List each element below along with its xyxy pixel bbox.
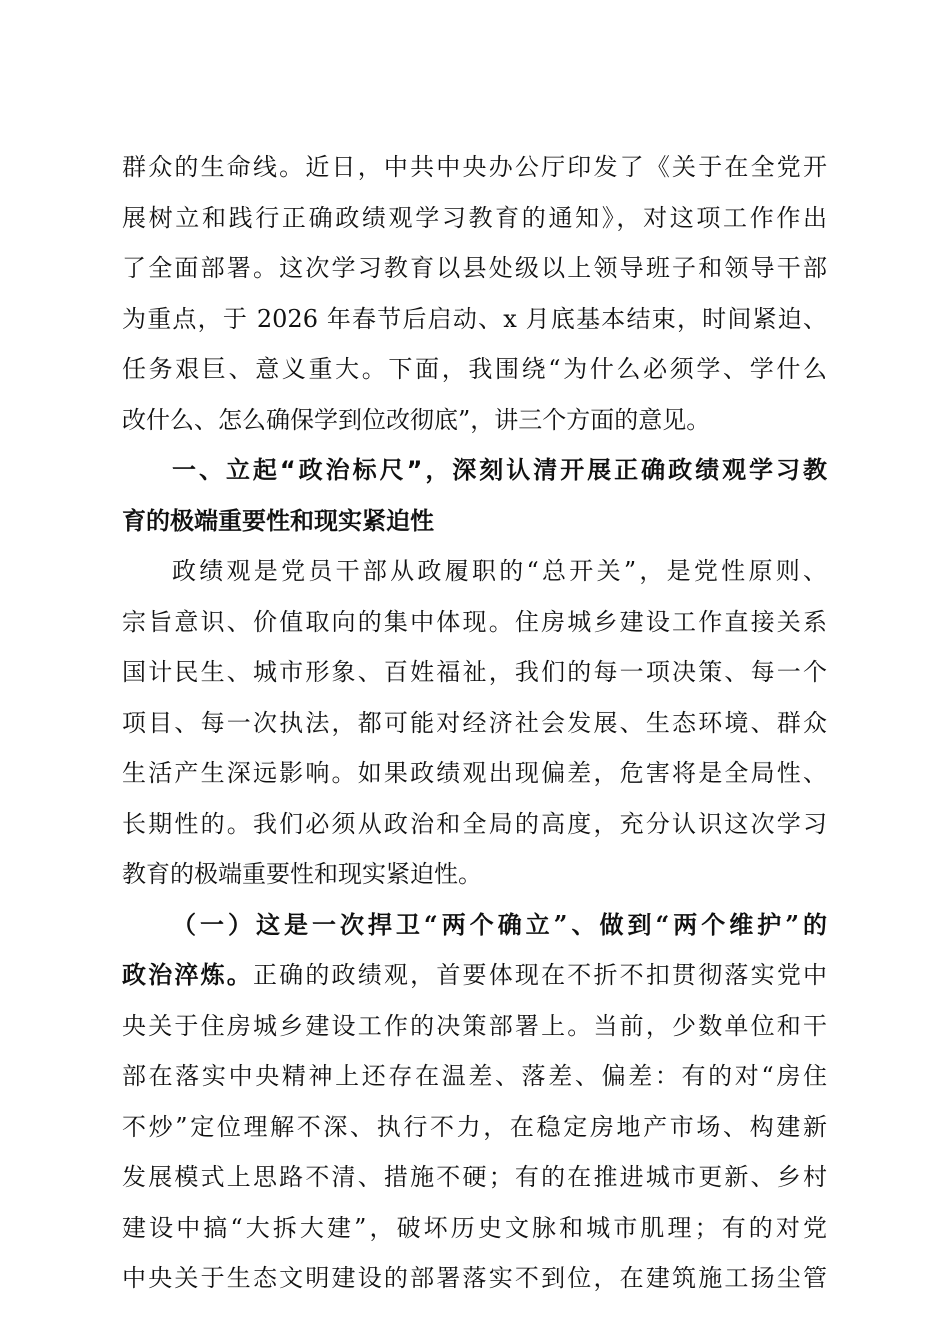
subheading-text: （一）这是一次捍卫“两个确立”、做到“两个维护”的	[172, 909, 827, 939]
text-line: 不炒”定位理解不深、执行不力，在稳定房地产市场、构建新	[122, 1112, 827, 1141]
text-line: 发展模式上思路不清、措施不硬；有的在推进城市更新、乡村	[122, 1163, 827, 1191]
text-line	[122, 950, 827, 1001]
text-line: 教育的极端重要性和现实紧迫性。	[122, 860, 482, 888]
text-line: 群众的生命线。近日，中共中央办公厅印发了《关于在全党开	[122, 153, 827, 181]
text-line: 生活产生深远影响。如果政绩观出现偏差，危害将是全局性、	[122, 759, 827, 787]
document-body	[122, 142, 827, 1304]
paragraph-intro	[122, 142, 827, 445]
text-span: 正确的政绩观，首要体现在不折不扣贯彻落实党中	[252, 961, 827, 989]
text-line: 了全面部署。这次学习教育以县处级以上领导班子和领导干部	[122, 254, 827, 282]
text-line: 中央关于生态文明建设的部署落实不到位，在建筑施工扬尘管	[122, 1264, 827, 1292]
subheading-text: 政治淬炼。	[122, 960, 253, 989]
text-line: 项目、每一次执法，都可能对经济社会发展、生态环境、群众	[122, 708, 827, 737]
text-line: 部在落实中央精神上还存在温差、落差、偏差：有的对“房住	[122, 1062, 827, 1090]
text-line: 改什么、怎么确保学到位改彻底”，讲三个方面的意见。	[122, 405, 711, 434]
text-line: 任务艰巨、意义重大。下面，我围绕“为什么必须学、学什么	[122, 355, 827, 383]
text-line: 央关于住房城乡建设工作的决策部署上。当前，少数单位和干	[122, 1011, 827, 1040]
text-line	[122, 900, 827, 951]
paragraph-1	[122, 546, 827, 900]
heading-line	[122, 445, 827, 496]
text-line: 长期性的。我们必须从政治和全局的高度，充分认识这次学习	[122, 809, 827, 838]
heading-text: 一、立起“政治标尺”，深刻认清开展正确政绩观学习教	[172, 456, 827, 484]
section-heading-1	[122, 445, 827, 546]
paragraph-2	[122, 900, 827, 1304]
text-line: 建设中搞“大拆大建”，破坏历史文脉和城市肌理；有的对党	[122, 1213, 827, 1242]
text-line: 为重点，于 2026 年春节后启动、x 月底基本结束，时间紧迫、	[122, 304, 827, 333]
heading-line	[122, 496, 827, 547]
heading-text: 育的极端重要性和现实紧迫性	[122, 506, 434, 535]
text-line: 展树立和践行正确政绩观学习教育的通知》，对这项工作作出	[122, 203, 827, 232]
text-line: 政绩观是党员干部从政履职的“总开关”，是党性原则、	[172, 557, 827, 585]
text-line: 宗旨意识、价值取向的集中体现。住房城乡建设工作直接关系	[122, 607, 827, 636]
text-line: 国计民生、城市形象、百姓福祉，我们的每一项决策、每一个	[122, 658, 827, 686]
